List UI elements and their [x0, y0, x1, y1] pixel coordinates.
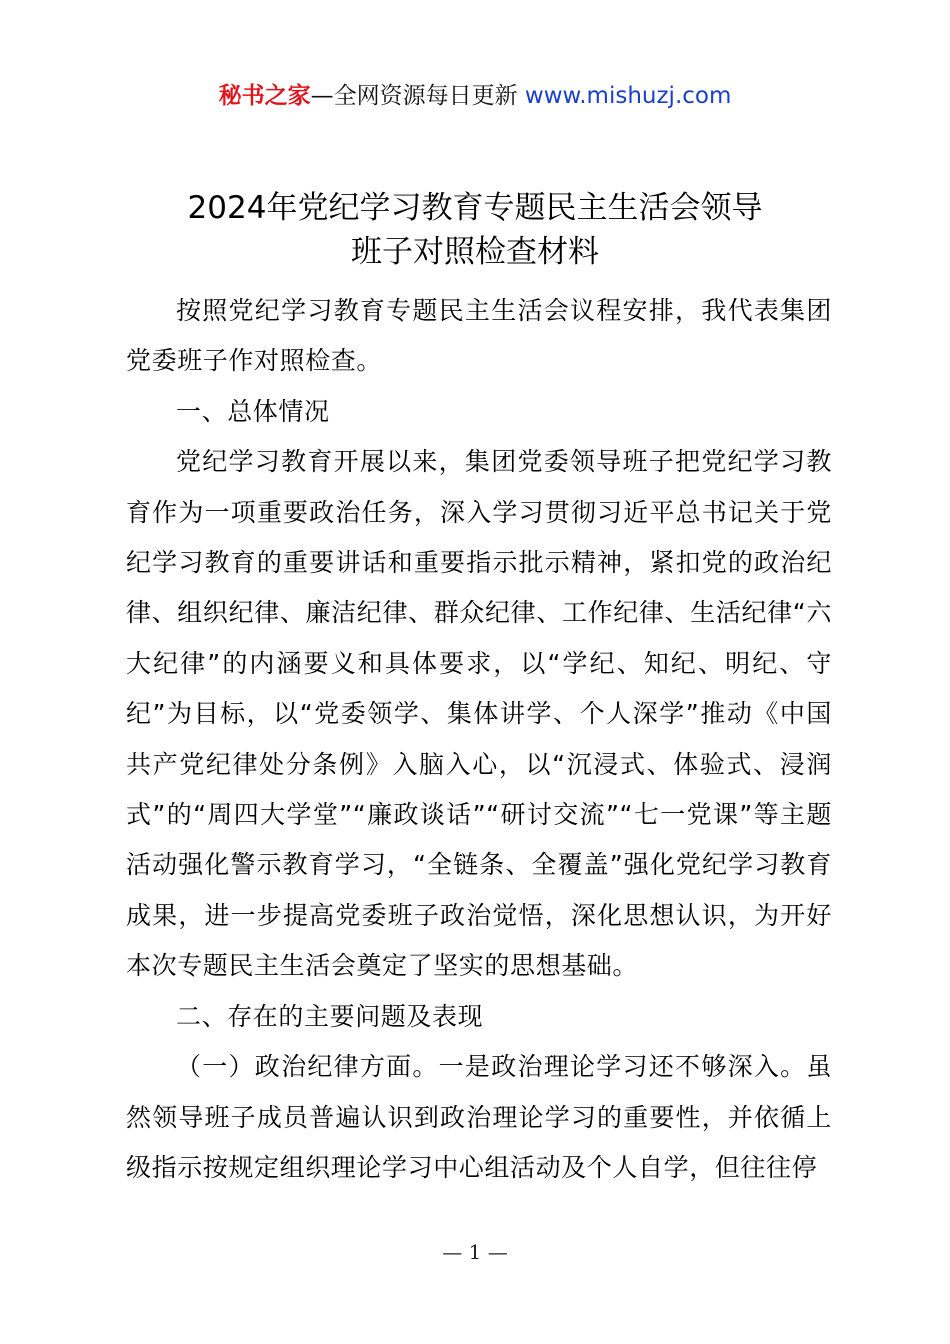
site-url-link[interactable]: www.mishuzj.com	[524, 83, 732, 109]
site-tagline: —全网资源每日更新	[310, 83, 518, 109]
site-brand: 秘书之家	[218, 83, 311, 109]
page-number: — 1 —	[442, 1240, 508, 1264]
document-title	[0, 186, 950, 274]
overview-paragraph: 党纪学习教育开展以来，集团党委领导班子把党纪学习教育作为一项重要政治任务，深入学习贯彻习近平总书记关于党纪学习教育的重要讲话和重要指示批示精神，紧扣党的政治纪律、组织纪律、廉洁纪律、群众纪律、工作纪律、生活纪律“六大纪律”的内涵要义和具体要求，以“学纪、知纪、明纪、守纪”为目标，以“党委领学、集体讲学、个人深学”推动《中国共产党纪律处分条例》入脑入心，以“沉浸式、体验式、浸润式”的“周四大学堂”“廉政谈话”“研讨交流”“七一党课”等主题活动强化警示教育学习，“全链条、全覆盖”强化党纪学习教育成果，进一步提高党委班子政治觉悟，深化思想认识，为开好本次专题民主生活会奠定了坚实的思想基础。	[126, 447, 832, 981]
site-header	[0, 80, 950, 112]
document-body	[126, 286, 832, 1193]
title-line-2: 班子对照检查材料	[351, 234, 599, 270]
intro-paragraph: 按照党纪学习教育专题民主生活会议程安排，我代表集团党委班子作对照检查。	[126, 296, 832, 376]
title-line-1: 2024年党纪学习教育专题民主生活会领导	[187, 190, 763, 226]
political-discipline-paragraph: （一）政治纪律方面。一是政治理论学习还不够深入。虽然领导班子成员普遍认识到政治理论学习的重要性，并依循上级指示按规定组织理论学习中心组活动及个人自学，但往往停	[126, 1052, 832, 1182]
section-heading-overview: 一、总体情况	[176, 396, 330, 426]
section-heading-problems: 二、存在的主要问题及表现	[176, 1001, 484, 1031]
